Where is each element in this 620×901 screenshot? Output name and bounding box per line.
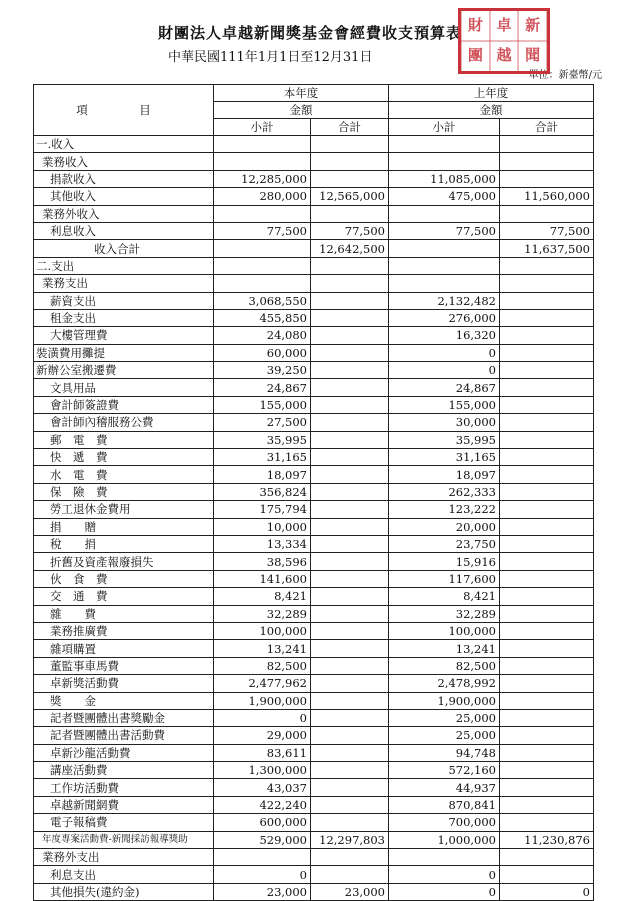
row-label: 業務外收入 (34, 205, 214, 222)
current-subtotal-cell: 100,000 (214, 622, 311, 639)
prior-total-cell (500, 796, 594, 813)
current-total-cell (311, 501, 389, 518)
row-label: 一.收入 (34, 136, 214, 153)
seal-char: 卓 (490, 10, 519, 42)
prior-total-cell (500, 692, 594, 709)
current-total-cell (311, 675, 389, 692)
current-subtotal-cell: 31,165 (214, 449, 311, 466)
prior-total-cell (500, 466, 594, 483)
current-total-cell (311, 814, 389, 831)
document-title: 財團法人卓越新聞獎基金會經費收支預算表 (157, 24, 462, 42)
current-total-cell (311, 449, 389, 466)
prior-total-cell (500, 501, 594, 518)
row-label: 會計師簽證費 (34, 396, 214, 413)
current-subtotal-cell: 39,250 (214, 362, 311, 379)
row-label: 新辦公室搬遷費 (34, 362, 214, 379)
table-row (34, 153, 594, 170)
current-total-cell (311, 588, 389, 605)
current-subtotal-cell: 13,334 (214, 535, 311, 552)
prior-total-cell (500, 483, 594, 500)
prior-subtotal-cell: 25,000 (389, 727, 500, 744)
current-total-cell (311, 727, 389, 744)
table-row (34, 170, 594, 187)
budget-table (33, 84, 594, 901)
prior-subtotal-cell: 25,000 (389, 709, 500, 726)
current-subtotal-cell: 43,037 (214, 779, 311, 796)
row-label: 勞工退休金費用 (34, 501, 214, 518)
prior-subtotal-cell (389, 153, 500, 170)
prior-subtotal-cell: 0 (389, 344, 500, 361)
current-subtotal-cell: 529,000 (214, 831, 311, 848)
table-row (34, 883, 594, 900)
prior-subtotal-cell: 44,937 (389, 779, 500, 796)
prior-total-cell (500, 362, 594, 379)
prior-total-cell (500, 570, 594, 587)
current-subtotal-cell: 3,068,550 (214, 292, 311, 309)
prior-subtotal-cell (389, 136, 500, 153)
current-subtotal-cell: 60,000 (214, 344, 311, 361)
seal-char: 新 (518, 10, 547, 42)
current-total-cell (311, 257, 389, 274)
current-subtotal-cell: 8,421 (214, 588, 311, 605)
current-total-cell (311, 153, 389, 170)
current-total-cell (311, 292, 389, 309)
prior-total-cell (500, 292, 594, 309)
current-subtotal-cell: 280,000 (214, 188, 311, 205)
table-row (34, 849, 594, 866)
row-label: 二.支出 (34, 257, 214, 274)
current-total-header: 合計 (311, 119, 389, 136)
table-row (34, 449, 594, 466)
current-amount-header: 金額 (214, 102, 389, 119)
document-period: 中華民國111年1月1日至12月31日 (168, 50, 373, 65)
current-total-cell (311, 362, 389, 379)
current-subtotal-cell: 0 (214, 866, 311, 883)
current-total-cell (311, 692, 389, 709)
prior-subtotal-cell: 15,916 (389, 553, 500, 570)
table-row (34, 136, 594, 153)
current-subtotal-cell: 13,241 (214, 640, 311, 657)
current-subtotal-cell (214, 153, 311, 170)
current-subtotal-cell: 18,097 (214, 466, 311, 483)
current-subtotal-cell: 32,289 (214, 605, 311, 622)
prior-total-cell (500, 814, 594, 831)
current-subtotal-cell: 38,596 (214, 553, 311, 570)
prior-subtotal-cell: 11,085,000 (389, 170, 500, 187)
table-row (34, 188, 594, 205)
row-label: 雜 費 (34, 605, 214, 622)
table-row (34, 535, 594, 552)
current-total-cell (311, 275, 389, 292)
header-row (34, 85, 594, 102)
prior-total-cell (500, 396, 594, 413)
current-subtotal-cell: 35,995 (214, 431, 311, 448)
row-label: 獎 金 (34, 692, 214, 709)
current-total-cell (311, 136, 389, 153)
prior-total-cell (500, 170, 594, 187)
current-subtotal-header: 小計 (214, 119, 311, 136)
prior-subtotal-cell (389, 257, 500, 274)
current-total-cell (311, 796, 389, 813)
prior-total-cell (500, 779, 594, 796)
table-row (34, 675, 594, 692)
current-subtotal-cell: 29,000 (214, 727, 311, 744)
prior-total-cell (500, 605, 594, 622)
current-total-cell (311, 466, 389, 483)
current-total-cell (311, 553, 389, 570)
prior-subtotal-cell: 13,241 (389, 640, 500, 657)
prior-total-cell (500, 414, 594, 431)
prior-total-cell: 11,637,500 (500, 240, 594, 257)
row-label: 利息收入 (34, 222, 214, 239)
prior-subtotal-cell: 572,160 (389, 762, 500, 779)
seal-char: 越 (490, 40, 519, 72)
current-subtotal-cell: 24,867 (214, 379, 311, 396)
prior-total-cell (500, 153, 594, 170)
currency-unit: 單位：新臺幣/元 (528, 70, 602, 81)
table-row (34, 570, 594, 587)
current-total-cell (311, 744, 389, 761)
prior-subtotal-cell: 155,000 (389, 396, 500, 413)
prior-total-header: 合計 (500, 119, 594, 136)
prior-total-cell (500, 640, 594, 657)
table-row (34, 483, 594, 500)
prior-total-cell (500, 553, 594, 570)
current-subtotal-cell: 600,000 (214, 814, 311, 831)
prior-subtotal-cell: 23,750 (389, 535, 500, 552)
current-subtotal-cell: 77,500 (214, 222, 311, 239)
current-total-cell: 77,500 (311, 222, 389, 239)
prior-subtotal-cell: 31,165 (389, 449, 500, 466)
table-row (34, 501, 594, 518)
prior-total-cell (500, 849, 594, 866)
prior-subtotal-cell: 1,900,000 (389, 692, 500, 709)
current-subtotal-cell: 27,500 (214, 414, 311, 431)
row-label: 業務支出 (34, 275, 214, 292)
current-total-cell (311, 518, 389, 535)
table-row (34, 796, 594, 813)
prior-subtotal-cell (389, 275, 500, 292)
row-label: 大樓管理費 (34, 327, 214, 344)
table-row (34, 344, 594, 361)
prior-subtotal-cell: 30,000 (389, 414, 500, 431)
prior-subtotal-cell: 20,000 (389, 518, 500, 535)
table-row (34, 657, 594, 674)
prior-subtotal-cell (389, 240, 500, 257)
current-total-cell (311, 779, 389, 796)
prior-subtotal-cell: 35,995 (389, 431, 500, 448)
table-row (34, 831, 594, 848)
row-label: 雜項購置 (34, 640, 214, 657)
row-label: 講座活動費 (34, 762, 214, 779)
current-subtotal-cell: 141,600 (214, 570, 311, 587)
row-label: 其他收入 (34, 188, 214, 205)
seal-char: 團 (461, 40, 490, 72)
prior-subtotal-cell: 870,841 (389, 796, 500, 813)
prior-subtotal-cell: 276,000 (389, 309, 500, 326)
prior-total-cell (500, 518, 594, 535)
item-column-header: 項 目 (34, 85, 214, 136)
current-subtotal-cell: 23,000 (214, 883, 311, 900)
current-subtotal-cell: 24,080 (214, 327, 311, 344)
row-label: 會計師內稽服務公費 (34, 414, 214, 431)
row-label: 卓新沙龍活動費 (34, 744, 214, 761)
table-row (34, 431, 594, 448)
table-row (34, 257, 594, 274)
row-label: 記者暨團體出書活動費 (34, 727, 214, 744)
current-subtotal-cell: 356,824 (214, 483, 311, 500)
current-total-cell (311, 431, 389, 448)
prior-total-cell: 11,230,876 (500, 831, 594, 848)
table-row (34, 292, 594, 309)
table-row (34, 588, 594, 605)
prior-total-cell (500, 675, 594, 692)
prior-subtotal-cell: 123,222 (389, 501, 500, 518)
table-row (34, 466, 594, 483)
current-total-cell (311, 414, 389, 431)
current-total-cell (311, 344, 389, 361)
prior-total-cell (500, 727, 594, 744)
row-label: 卓新獎活動費 (34, 675, 214, 692)
prior-total-cell (500, 762, 594, 779)
row-label: 裝潢費用攤提 (34, 344, 214, 361)
current-subtotal-cell (214, 275, 311, 292)
prior-total-cell (500, 327, 594, 344)
current-total-cell (311, 657, 389, 674)
row-label: 收入合計 (34, 240, 214, 257)
table-row (34, 362, 594, 379)
prior-subtotal-cell: 117,600 (389, 570, 500, 587)
current-subtotal-cell: 10,000 (214, 518, 311, 535)
table-row (34, 605, 594, 622)
row-label: 記者暨團體出書獎勵金 (34, 709, 214, 726)
current-subtotal-cell (214, 240, 311, 257)
table-row (34, 762, 594, 779)
current-subtotal-cell (214, 849, 311, 866)
prior-total-cell (500, 588, 594, 605)
table-row (34, 692, 594, 709)
row-label: 工作坊活動費 (34, 779, 214, 796)
prior-total-cell (500, 257, 594, 274)
prior-subtotal-cell: 24,867 (389, 379, 500, 396)
row-label: 薪資支出 (34, 292, 214, 309)
table-row (34, 379, 594, 396)
current-total-cell (311, 849, 389, 866)
row-label: 捐 贈 (34, 518, 214, 535)
prior-subtotal-cell: 18,097 (389, 466, 500, 483)
row-label: 交 通 費 (34, 588, 214, 605)
current-subtotal-cell: 12,285,000 (214, 170, 311, 187)
prior-total-cell (500, 275, 594, 292)
row-label: 保 險 費 (34, 483, 214, 500)
prior-total-cell (500, 431, 594, 448)
current-total-cell: 12,642,500 (311, 240, 389, 257)
current-total-cell (311, 483, 389, 500)
prior-total-cell (500, 379, 594, 396)
table-row (34, 779, 594, 796)
table-row (34, 205, 594, 222)
row-label: 伙 食 費 (34, 570, 214, 587)
prior-subtotal-cell: 100,000 (389, 622, 500, 639)
table-row (34, 814, 594, 831)
prior-total-cell (500, 136, 594, 153)
prior-subtotal-cell: 700,000 (389, 814, 500, 831)
prior-subtotal-cell: 94,748 (389, 744, 500, 761)
current-subtotal-cell (214, 257, 311, 274)
row-label: 稅 捐 (34, 535, 214, 552)
prior-subtotal-cell: 0 (389, 866, 500, 883)
table-row (34, 327, 594, 344)
prior-subtotal-cell (389, 205, 500, 222)
row-label: 年度專案活動費-新聞採訪報導獎助 (34, 831, 214, 848)
current-total-cell (311, 570, 389, 587)
current-total-cell (311, 605, 389, 622)
current-subtotal-cell: 1,900,000 (214, 692, 311, 709)
row-label: 卓越新聞網費 (34, 796, 214, 813)
current-subtotal-cell: 422,240 (214, 796, 311, 813)
prior-total-cell (500, 205, 594, 222)
prior-subtotal-cell: 32,289 (389, 605, 500, 622)
row-label: 利息支出 (34, 866, 214, 883)
prior-amount-header: 金額 (389, 102, 594, 119)
current-total-cell (311, 866, 389, 883)
current-subtotal-cell: 455,850 (214, 309, 311, 326)
row-label: 董監事車馬費 (34, 657, 214, 674)
table-row (34, 309, 594, 326)
current-subtotal-cell: 0 (214, 709, 311, 726)
prior-total-cell (500, 657, 594, 674)
current-total-cell (311, 396, 389, 413)
prior-total-cell (500, 622, 594, 639)
current-total-cell (311, 205, 389, 222)
prior-subtotal-cell: 0 (389, 883, 500, 900)
seal-char: 聞 (518, 40, 547, 72)
current-total-cell: 23,000 (311, 883, 389, 900)
row-label: 捐款收入 (34, 170, 214, 187)
prior-total-cell (500, 344, 594, 361)
prior-total-cell (500, 449, 594, 466)
current-subtotal-cell: 155,000 (214, 396, 311, 413)
row-label: 水 電 費 (34, 466, 214, 483)
prior-subtotal-cell: 8,421 (389, 588, 500, 605)
table-row (34, 240, 594, 257)
row-label: 其他損失(違約金) (34, 883, 214, 900)
foundation-seal-stamp (458, 8, 550, 74)
table-row (34, 744, 594, 761)
row-label: 郵 電 費 (34, 431, 214, 448)
table-row (34, 275, 594, 292)
prior-total-cell: 0 (500, 883, 594, 900)
current-total-cell (311, 327, 389, 344)
prior-subtotal-cell: 1,000,000 (389, 831, 500, 848)
row-label: 電子報稿費 (34, 814, 214, 831)
prior-subtotal-cell: 475,000 (389, 188, 500, 205)
table-row (34, 709, 594, 726)
row-label: 業務外支出 (34, 849, 214, 866)
prior-subtotal-cell: 82,500 (389, 657, 500, 674)
row-label: 租金支出 (34, 309, 214, 326)
current-subtotal-cell: 2,477,962 (214, 675, 311, 692)
current-total-cell (311, 309, 389, 326)
prior-total-cell (500, 309, 594, 326)
row-label: 折舊及資產報廢損失 (34, 553, 214, 570)
prior-total-cell: 11,560,000 (500, 188, 594, 205)
current-total-cell (311, 535, 389, 552)
prior-subtotal-cell: 262,333 (389, 483, 500, 500)
prior-total-cell (500, 744, 594, 761)
prior-subtotal-cell: 77,500 (389, 222, 500, 239)
current-total-cell (311, 762, 389, 779)
prior-subtotal-cell: 2,478,992 (389, 675, 500, 692)
prior-total-cell: 77,500 (500, 222, 594, 239)
current-subtotal-cell: 175,794 (214, 501, 311, 518)
table-row (34, 553, 594, 570)
current-subtotal-cell: 83,611 (214, 744, 311, 761)
current-subtotal-cell: 1,300,000 (214, 762, 311, 779)
table-row (34, 414, 594, 431)
current-total-cell (311, 709, 389, 726)
current-total-cell (311, 170, 389, 187)
row-label: 快 遞 費 (34, 449, 214, 466)
current-total-cell (311, 622, 389, 639)
current-total-cell: 12,565,000 (311, 188, 389, 205)
current-subtotal-cell (214, 205, 311, 222)
table-row (34, 727, 594, 744)
current-total-cell (311, 379, 389, 396)
table-row (34, 640, 594, 657)
current-total-cell: 12,297,803 (311, 831, 389, 848)
table-row (34, 622, 594, 639)
row-label: 業務收入 (34, 153, 214, 170)
current-subtotal-cell (214, 136, 311, 153)
current-subtotal-cell: 82,500 (214, 657, 311, 674)
prior-subtotal-cell: 0 (389, 362, 500, 379)
prior-total-cell (500, 535, 594, 552)
table-row (34, 396, 594, 413)
prior-total-cell (500, 709, 594, 726)
prior-subtotal-cell: 16,320 (389, 327, 500, 344)
prior-subtotal-cell: 2,132,482 (389, 292, 500, 309)
current-total-cell (311, 640, 389, 657)
prior-subtotal-cell (389, 849, 500, 866)
row-label: 文具用品 (34, 379, 214, 396)
prior-total-cell (500, 866, 594, 883)
seal-char: 財 (461, 10, 490, 42)
prior-year-header: 上年度 (389, 85, 594, 102)
table-row (34, 222, 594, 239)
current-year-header: 本年度 (214, 85, 389, 102)
table-row (34, 866, 594, 883)
table-row (34, 518, 594, 535)
prior-subtotal-header: 小計 (389, 119, 500, 136)
row-label: 業務推廣費 (34, 622, 214, 639)
